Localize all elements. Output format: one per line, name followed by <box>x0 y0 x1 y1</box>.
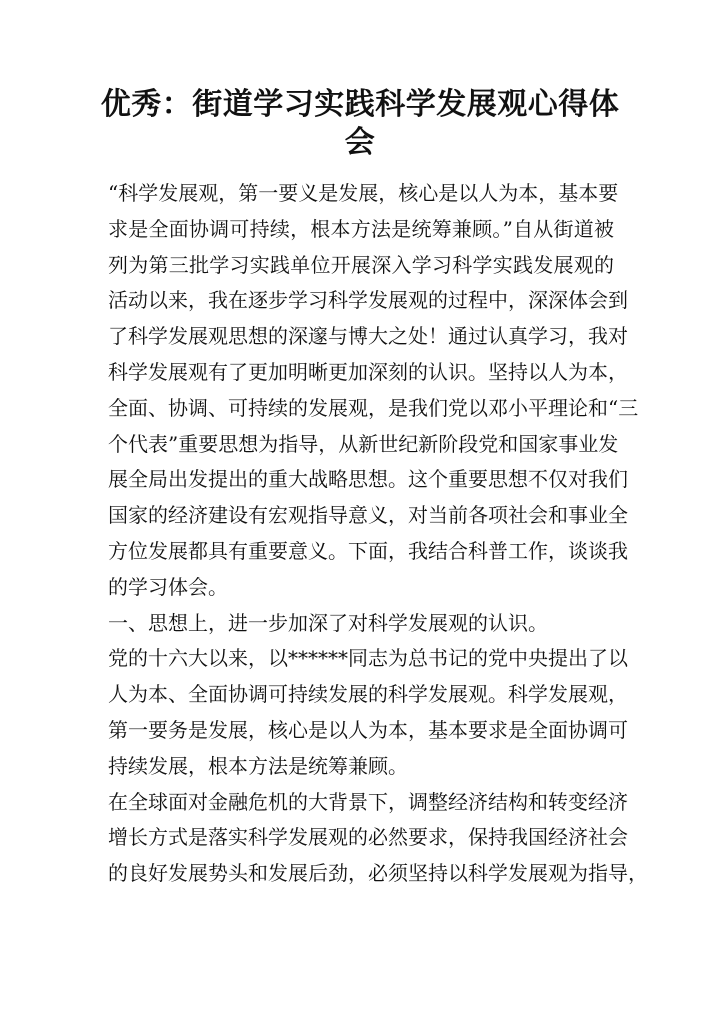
body-line: 全面、协调、可持续的发展观，是我们党以邓小平理论和“三 <box>108 395 639 420</box>
title-line-2: 会 <box>344 125 376 160</box>
body-line: 在全球面对金融危机的大背景下，调整经济结构和转变经济 <box>108 789 628 814</box>
body-line: “科学发展观，第一要义是发展，核心是以人为本，基本要 <box>108 181 619 205</box>
body-line: 求是全面协调可持续，根本方法是统筹兼顾。”自从街道被 <box>108 216 614 241</box>
body-line: 人为本、全面协调可持续发展的科学发展观。科学发展观， <box>108 682 628 707</box>
body-line: 了科学发展观思想的深邃与博大之处！通过认真学习，我对 <box>108 324 628 349</box>
body-line: 持续发展，根本方法是统筹兼顾。 <box>108 753 408 778</box>
document-title <box>100 86 620 162</box>
body-line: 展全局出发提出的重大战略思想。这个重要思想不仅对我们 <box>108 467 628 492</box>
body-line: 国家的经济建设有宏观指导意义，对当前各项社会和事业全 <box>108 503 628 528</box>
body-line: 方位发展都具有重要意义。下面，我结合科普工作，谈谈我 <box>108 538 628 563</box>
section-heading: 一、思想上，进一步加深了对科学发展观的认识。 <box>108 610 548 635</box>
body-line: 的学习体会。 <box>108 574 228 599</box>
body-line: 活动以来，我在逐步学习科学发展观的过程中，深深体会到 <box>108 288 628 313</box>
body-line: 党的十六大以来，以******同志为总书记的党中央提出了以 <box>108 646 628 671</box>
body-line: 的良好发展势头和发展后劲，必须坚持以科学发展观为指导， <box>108 861 648 886</box>
body-line: 列为第三批学习实践单位开展深入学习科学实践发展观的 <box>108 252 614 277</box>
document-body <box>108 176 648 892</box>
body-line: 个代表”重要思想为指导，从新世纪新阶段党和国家事业发 <box>108 431 619 456</box>
body-line: 第一要务是发展，核心是以人为本，基本要求是全面协调可 <box>108 717 628 742</box>
body-line: 增长方式是落实科学发展观的必然要求，保持我国经济社会 <box>108 825 628 850</box>
body-line: 科学发展观有了更加明晰更加深刻的认识。坚持以人为本， <box>108 359 628 384</box>
title-line-1: 优秀：街道学习实践科学发展观心得体 <box>100 87 620 122</box>
